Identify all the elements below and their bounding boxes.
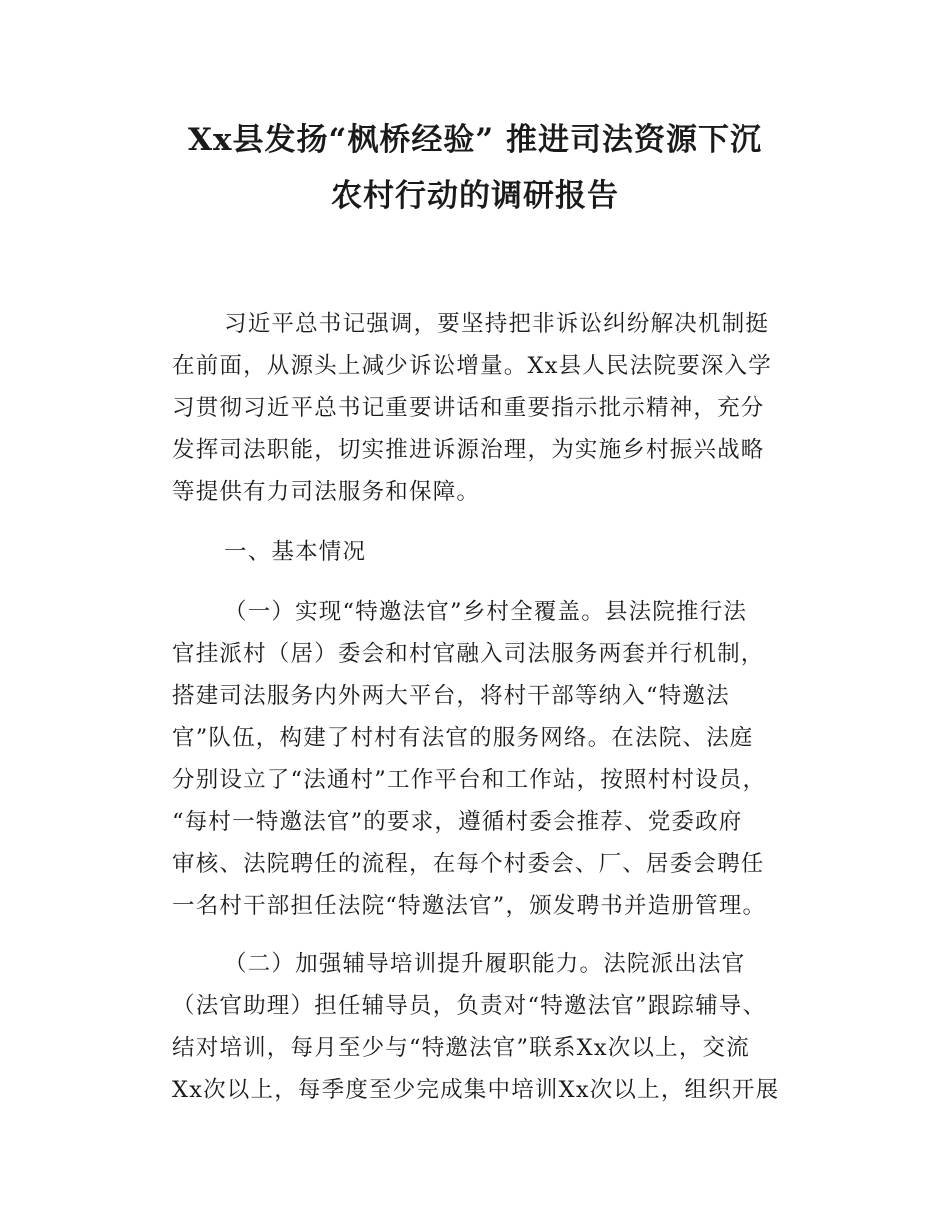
paragraph-3-line-2: （法官助理）担任辅导员，负责对“特邀法官”跟踪辅导、 xyxy=(172,993,767,1019)
paragraph-1-line-3: 习贯彻习近平总书记重要讲话和重要指示批示精神，充分 xyxy=(172,395,765,421)
paragraph-2-line-7: 审核、法院聘任的流程，在每个村委会、厂、居委会聘任 xyxy=(172,851,765,877)
paragraph-1-line-5: 等提供有力司法服务和保障。 xyxy=(172,479,481,505)
paragraph-2-line-3: 搭建司法服务内外两大平台，将村干部等纳入“特邀法 xyxy=(172,683,730,709)
paragraph-2-line-1: （一）实现“特邀法官”乡村全覆盖。县法院推行法 xyxy=(224,599,748,625)
paragraph-2-line-8: 一名村干部担任法院“特邀法官”，颁发聘书并造册管理。 xyxy=(172,893,767,919)
paragraph-2-line-6: “每村一特邀法官”的要求，遵循村委会推荐、党委政府 xyxy=(172,809,743,835)
paragraph-1-line-1: 习近平总书记强调，要坚持把非诉讼纠纷解决机制挺 xyxy=(224,311,770,337)
paragraph-2-line-2: 官挂派村（居）委会和村官融入司法服务两套并行机制， xyxy=(172,641,765,667)
paragraph-2-line-5: 分别设立了“法通村”工作平台和工作站，按照村村设员， xyxy=(172,767,767,793)
paragraph-3-line-1: （二）加强辅导培训提升履职能力。法院派出法官 xyxy=(224,951,746,977)
section-heading-basic-situation: 一、基本情况 xyxy=(224,539,367,565)
paragraph-1-line-2: 在前面，从源头上减少诉讼增量。Xx县人民法院要深入学 xyxy=(172,353,772,379)
paragraph-3-line-4: Xx次以上，每季度至少完成集中培训Xx次以上，组织开展 xyxy=(172,1077,780,1103)
paragraph-1-line-4: 发挥司法职能，切实推进诉源治理，为实施乡村振兴战略 xyxy=(172,437,765,463)
paragraph-3-line-3: 结对培训，每月至少与“特邀法官”联系Xx次以上，交流 xyxy=(172,1035,750,1061)
document-title-line-1: Xx县发扬“枫桥经验” 推进司法资源下沉 xyxy=(188,122,762,158)
document-title-line-2: 农村行动的调研报告 xyxy=(331,178,619,214)
paragraph-2-line-4: 官”队伍，构建了村村有法官的服务网络。在法院、法庭 xyxy=(172,725,754,751)
